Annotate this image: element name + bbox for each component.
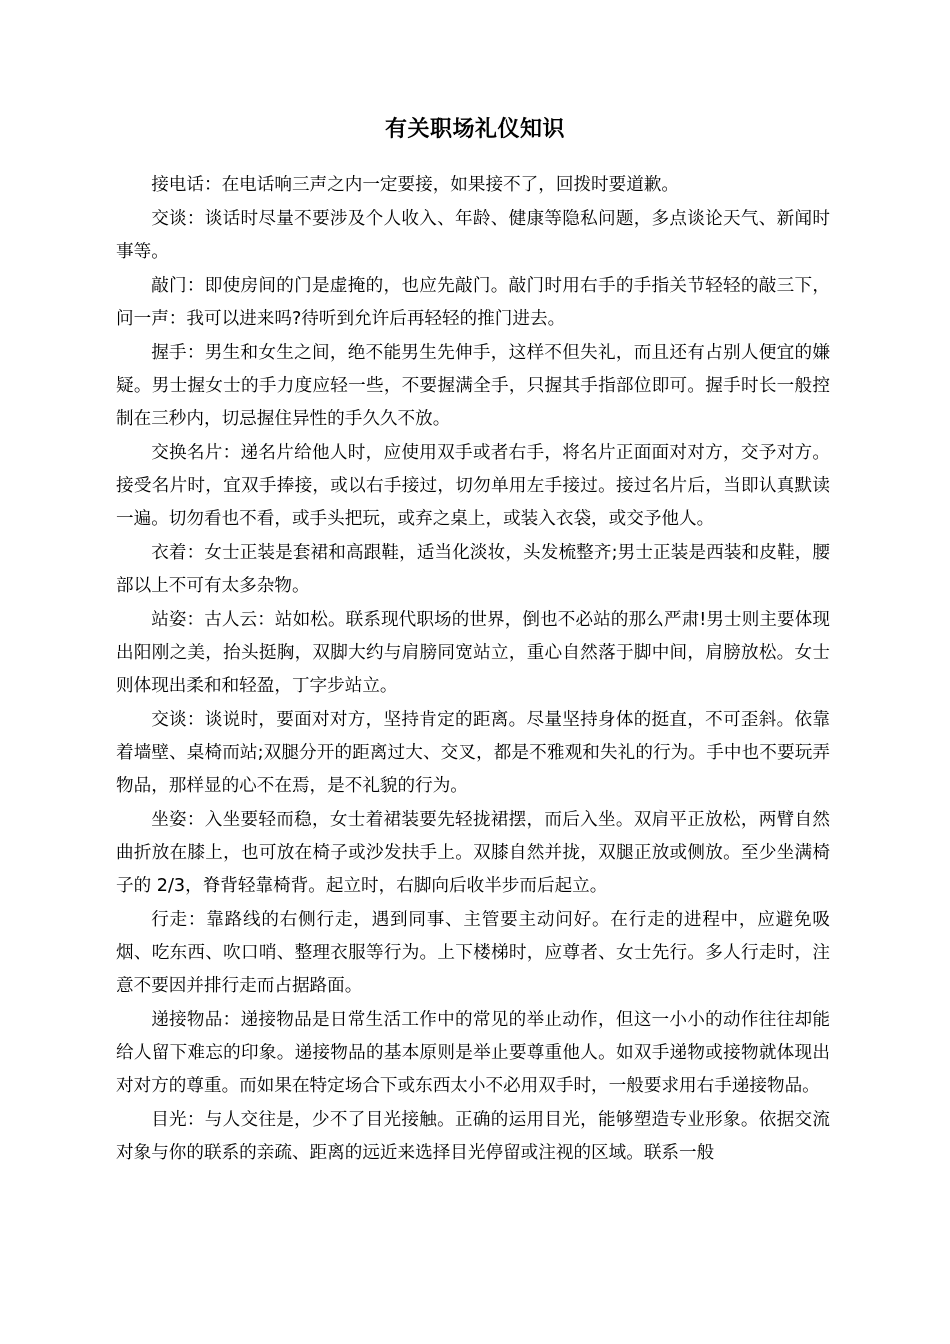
paragraph-knocking: 敲门：即使房间的门是虚掩的，也应先敲门。敲门时用右手的手指关节轻轻的敲三下，问一声：我可以进来吗?待听到允许后再轻轻的推门进去。 xyxy=(116,276,830,329)
paragraph-sitting-posture: 坐姿：入坐要轻而稳，女士着裙装要先轻拢裙摆，而后入坐。双肩平正放松，两臂自然曲折放在膝上，也可放在椅子或沙发扶手上。双膝自然并拢，双腿正放或侧放。至少坐满椅子的 2/3，脊背轻靠椅背。起立时，右脚向后收半步而后起立。 xyxy=(116,810,830,896)
paragraph-business-cards: 交换名片：递名片给他人时，应使用双手或者右手，将名片正面面对对方，交予对方。接受名片时，宜双手捧接，或以右手接过，切勿单用左手接过。接过名片后，当即认真默读一遍。切勿看也不看，或手头把玩，或弃之桌上，或装入衣袋，或交予他人。 xyxy=(116,443,830,529)
paragraph-walking: 行走：靠路线的右侧行走，遇到同事、主管要主动问好。在行走的进程中，应避免吸烟、吃东西、吹口哨、整理衣服等行为。上下楼梯时，应尊者、女士先行。多人行走时，注意不要因并排行走而占据路面。 xyxy=(116,910,830,996)
document-body xyxy=(116,169,830,1171)
paragraph-handshake: 握手：男生和女生之间，绝不能男生先伸手，这样不但失礼，而且还有占别人便宜的嫌疑。男士握女士的手力度应轻一些，不要握满全手，只握其手指部位即可。握手时长一般控制在三秒内，切忌握住异性的手久久不放。 xyxy=(116,343,830,429)
paragraph-attire: 衣着：女士正装是套裙和高跟鞋，适当化淡妆，头发梳整齐;男士正装是西装和皮鞋，腰部以上不可有太多杂物。 xyxy=(116,543,830,596)
document-title: 有关职场礼仪知识 xyxy=(384,117,565,142)
paragraph-answer-phone: 接电话：在电话响三声之内一定要接，如果接不了，回拨时要道歉。 xyxy=(151,175,680,195)
paragraph-talking-distance: 交谈：谈说时，要面对对方，坚持肯定的距离。尽量坚持身体的挺直，不可歪斜。依靠着墙壁、桌椅而站;双腿分开的距离过大、交叉，都是不雅观和失礼的行为。手中也不要玩弄物品，那样显的心不在焉，是不礼貌的行为。 xyxy=(116,710,830,796)
paragraph-standing-posture: 站姿：古人云：站如松。联系现代职场的世界，倒也不必站的那么严肃!男士则主要体现出阳刚之美，抬头挺胸，双脚大约与肩膀同宽站立，重心自然落于脚中间，肩膀放松。女士则体现出柔和和轻盈，丁字步站立。 xyxy=(116,610,830,696)
paragraph-handing-items: 递接物品：递接物品是日常生活工作中的常见的举止动作，但这一小小的动作往往却能给人留下难忘的印象。递接物品的基本原则是举止要尊重他人。如双手递物或接物就体现出对对方的尊重。而如果在特定场合下或东西太小不必用双手时，一般要求用右手递接物品。 xyxy=(116,1010,830,1096)
paragraph-eye-contact: 目光：与人交往是，少不了目光接触。正确的运用目光，能够塑造专业形象。依据交流对象与你的联系的亲疏、距离的远近来选择目光停留或注视的区域。联系一般 xyxy=(116,1110,830,1163)
paragraph-conversation: 交谈：谈话时尽量不要涉及个人收入、年龄、健康等隐私问题，多点谈论天气、新闻时事等。 xyxy=(116,209,830,262)
